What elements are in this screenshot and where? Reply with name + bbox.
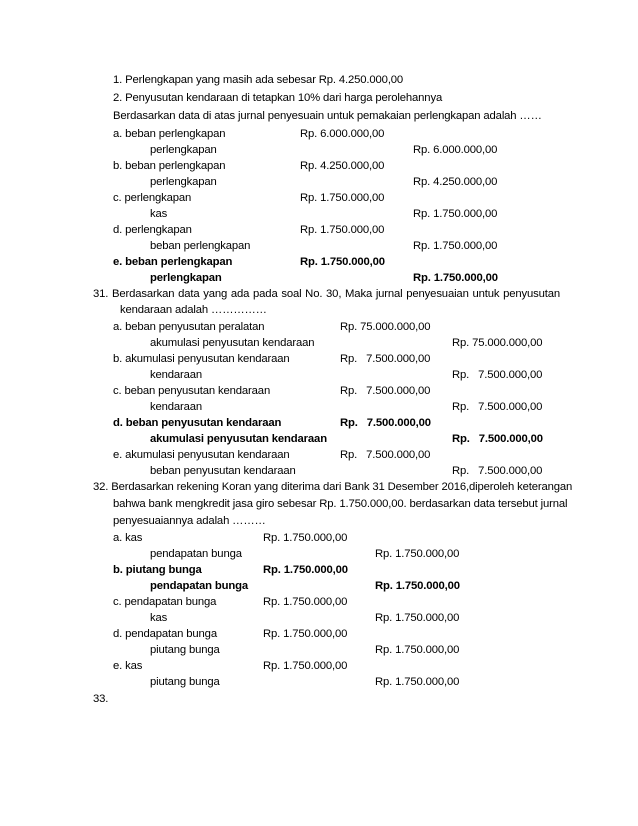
- option-credit-amount: Rp. 1.750.000,00: [375, 612, 460, 624]
- option-credit-account: pendapatan bunga: [150, 580, 249, 592]
- q30-prompt: Berdasarkan data di atas jurnal penyesuain untuk pemakaian perlengkapan adalah ……: [113, 110, 542, 122]
- option-credit-account: piutang bunga: [150, 644, 220, 656]
- option-credit-account: piutang bunga: [150, 676, 220, 688]
- option-debit-account: a. beban perlengkapan: [113, 128, 226, 140]
- option-debit-account: e. kas: [113, 660, 143, 672]
- option-debit-account: c. perlengkapan: [113, 192, 192, 204]
- option-debit-account: e. beban perlengkapan: [113, 256, 233, 268]
- option-debit-amount: Rp. 1.750.000,00: [263, 564, 348, 576]
- option-debit-account: c. beban penyusutan kendaraan: [113, 385, 271, 397]
- option-debit-amount: Rp. 7.500.000,00: [340, 449, 431, 461]
- option-credit-account: akumulasi penyusutan kendaraan: [150, 433, 327, 445]
- option-credit-amount: Rp. 1.750.000,00: [375, 676, 460, 688]
- option-debit-account: c. pendapatan bunga: [113, 596, 217, 608]
- option-credit-amount: Rp. 75.000.000,00: [452, 337, 543, 349]
- option-debit-amount: Rp. 7.500.000,00: [340, 385, 431, 397]
- option-credit-amount: Rp. 1.750.000,00: [375, 580, 460, 592]
- option-debit-account: b. akumulasi penyusutan kendaraan: [113, 353, 290, 365]
- option-debit-amount: Rp. 1.750.000,00: [263, 660, 348, 672]
- option-credit-account: kendaraan: [150, 401, 203, 413]
- option-credit-account: beban perlengkapan: [150, 240, 251, 252]
- option-debit-amount: Rp. 7.500.000,00: [340, 353, 431, 365]
- option-credit-account: kas: [150, 208, 168, 220]
- option-credit-amount: Rp. 4.250.000,00: [413, 176, 498, 188]
- option-credit-account: kas: [150, 612, 168, 624]
- option-debit-account: e. akumulasi penyusutan kendaraan: [113, 449, 290, 461]
- option-credit-account: akumulasi penyusutan kendaraan: [150, 337, 315, 349]
- q32-text-line-1: 32. Berdasarkan rekening Koran yang diterima dari Bank 31 Desember 2016,diperoleh keterangan: [93, 481, 573, 493]
- q32-text-line-3: penyesuaiannya adalah ………: [113, 515, 266, 527]
- option-debit-account: a. beban penyusutan peralatan: [113, 321, 265, 333]
- option-debit-account: a. kas: [113, 532, 143, 544]
- q33-number: 33.: [93, 693, 109, 705]
- option-debit-amount: Rp. 1.750.000,00: [263, 628, 348, 640]
- option-debit-amount: Rp. 1.750.000,00: [300, 192, 385, 204]
- option-credit-amount: Rp. 7.500.000,00: [452, 465, 543, 477]
- option-credit-amount: Rp. 1.750.000,00: [413, 240, 498, 252]
- q30-info-1: 1. Perlengkapan yang masih ada sebesar Rp. 4.250.000,00: [113, 74, 404, 86]
- option-credit-amount: Rp. 7.500.000,00: [452, 433, 543, 445]
- option-debit-account: b. beban perlengkapan: [113, 160, 226, 172]
- option-debit-amount: Rp. 1.750.000,00: [300, 224, 385, 236]
- option-credit-account: perlengkapan: [150, 144, 217, 156]
- option-debit-amount: Rp. 6.000.000,00: [300, 128, 385, 140]
- option-credit-account: beban penyusutan kendaraan: [150, 465, 296, 477]
- option-credit-account: perlengkapan: [150, 176, 217, 188]
- q31-text-line-1: 31. Berdasarkan data yang ada pada soal No. 30, Maka jurnal penyesuaian untuk penyusutan: [93, 288, 560, 300]
- option-debit-amount: Rp. 1.750.000,00: [263, 532, 348, 544]
- option-credit-amount: Rp. 1.750.000,00: [413, 272, 498, 284]
- option-debit-amount: Rp. 4.250.000,00: [300, 160, 385, 172]
- q32-text-line-2: bahwa bank mengkredit jasa giro sebesar Rp. 1.750.000,00. berdasarkan data tersebut jurnal: [113, 498, 568, 510]
- option-credit-amount: Rp. 7.500.000,00: [452, 401, 543, 413]
- option-debit-amount: Rp. 1.750.000,00: [300, 256, 385, 268]
- option-debit-amount: Rp. 7.500.000,00: [340, 417, 431, 429]
- q31-text-line-2: kendaraan adalah ……………: [120, 304, 267, 316]
- option-credit-account: perlengkapan: [150, 272, 222, 284]
- option-credit-amount: Rp. 7.500.000,00: [452, 369, 543, 381]
- option-credit-account: pendapatan bunga: [150, 548, 242, 560]
- option-credit-account: kendaraan: [150, 369, 203, 381]
- q30-info-2: 2. Penyusutan kendaraan di tetapkan 10% dari harga perolehannya: [113, 92, 443, 104]
- option-credit-amount: Rp. 6.000.000,00: [413, 144, 498, 156]
- option-debit-amount: Rp. 1.750.000,00: [263, 596, 348, 608]
- option-debit-account: d. beban penyusutan kendaraan: [113, 417, 282, 429]
- option-credit-amount: Rp. 1.750.000,00: [413, 208, 498, 220]
- option-credit-amount: Rp. 1.750.000,00: [375, 548, 460, 560]
- option-credit-amount: Rp. 1.750.000,00: [375, 644, 460, 656]
- option-debit-account: d. pendapatan bunga: [113, 628, 217, 640]
- option-debit-amount: Rp. 75.000.000,00: [340, 321, 431, 333]
- option-debit-account: b. piutang bunga: [113, 564, 202, 576]
- option-debit-account: d. perlengkapan: [113, 224, 192, 236]
